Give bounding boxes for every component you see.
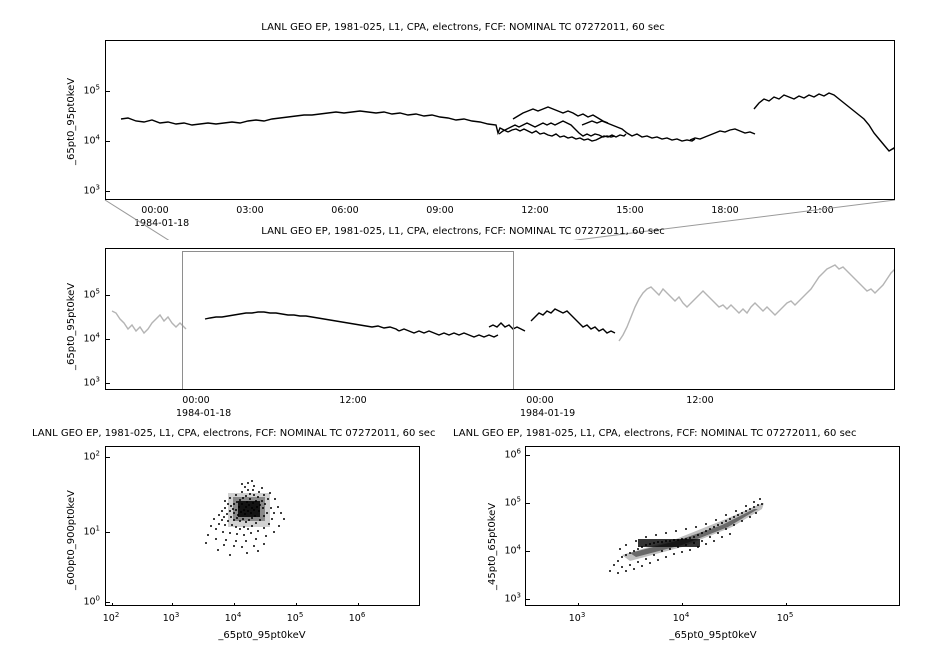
panel-top-title: LANL GEO EP, 1981-025, L1, CPA, electrons, FCF: NOMINAL TC 07272011, 60 sec	[261, 22, 665, 33]
tick-x-1e5	[786, 603, 787, 606]
tick-x-1e5	[296, 603, 297, 606]
panel-br-xtick-1e3: $10^3$	[568, 611, 586, 625]
tick-y-1e6	[526, 455, 530, 456]
panel-br-ytick-1e3: $10^3$	[504, 591, 521, 605]
panel-bl-ytick-1e2: $10^2$	[83, 449, 100, 463]
context-line-after	[619, 265, 895, 341]
tick-y-1e4	[106, 141, 110, 142]
panel-middle-date-note-1: 1984-01-19	[520, 408, 576, 419]
tick-x-1e4	[234, 603, 235, 606]
tick-y-1e3	[526, 599, 530, 600]
scatter-cluster	[609, 498, 764, 574]
tick-y-1e4	[526, 551, 530, 552]
series-line-seg3	[513, 107, 608, 123]
tick-y-1e5	[106, 295, 110, 296]
panel-bottom-right-ylabel: _45pt0_65pt0keV	[487, 502, 498, 590]
panel-top-series-group	[106, 41, 895, 200]
panel-top-xtick-3: 09:00	[426, 205, 454, 216]
tick-y-1e2	[106, 457, 110, 458]
panel-bl-xtick-1e3: $10^3$	[162, 611, 180, 625]
panel-bottom-right-xlabel: _65pt0_95pt0keV	[669, 630, 757, 641]
series-line-seg1	[121, 111, 508, 133]
panel-top-ytick-1e5: $10^5$	[83, 83, 100, 97]
tick-x-1e6	[358, 603, 359, 606]
series-line-seg1b	[508, 129, 626, 141]
panel-top-axes[interactable]	[105, 40, 895, 200]
scatter-cluster	[205, 480, 285, 556]
panel-bl-ytick-1e0: $10^0$	[83, 594, 100, 608]
panel-top-xtick-0: 00:00	[141, 205, 169, 216]
panel-middle-date-note-0: 1984-01-18	[176, 408, 232, 419]
tick-x-1e4	[682, 603, 683, 606]
panel-top-xtick-6: 18:00	[711, 205, 739, 216]
panel-middle-ylabel: _65pt0_95pt0keV	[66, 282, 77, 370]
tick-y-1e0	[106, 602, 110, 603]
panel-bottom-right-axes[interactable]	[525, 446, 900, 606]
tick-x-1e3	[578, 603, 579, 606]
panel-top-ylabel: _65pt0_95pt0keV	[66, 77, 77, 165]
panel-middle-xtick-3: 12:00	[686, 395, 714, 406]
panel-top-timeseries	[0, 0, 926, 230]
panel-bottom-left-scatter	[0, 420, 463, 647]
panel-bl-xtick-1e2: $10^2$	[102, 611, 120, 625]
panel-top-xtick-7: 21:00	[806, 205, 834, 216]
panel-middle-timeseries	[0, 220, 926, 435]
series-line-seg5	[690, 129, 755, 140]
panel-bl-xtick-1e5: $10^5$	[286, 611, 304, 625]
panel-bl-ytick-1e1: $10^1$	[83, 524, 100, 538]
panel-top-ytick-1e3: $10^3$	[83, 183, 100, 197]
panel-middle-title: LANL GEO EP, 1981-025, L1, CPA, electrons, FCF: NOMINAL TC 07272011, 60 sec	[261, 226, 665, 237]
panel-top-xtick-1: 03:00	[236, 205, 264, 216]
tick-y-1e1	[106, 532, 110, 533]
panel-bottom-left-xlabel: _65pt0_95pt0keV	[218, 630, 306, 641]
context-line-before	[112, 311, 186, 333]
panel-middle-xtick-1: 12:00	[339, 395, 367, 406]
tick-y-1e3	[106, 191, 110, 192]
panel-middle-xtick-0: 00:00	[182, 395, 210, 406]
panel-br-xtick-1e5: $10^5$	[776, 611, 794, 625]
tick-x-1e2	[112, 603, 113, 606]
scatter-right-points	[526, 447, 900, 606]
panel-middle-ytick-1e4: $10^4$	[83, 331, 100, 345]
panel-br-ytick-1e5: $10^5$	[504, 495, 521, 509]
panel-middle-ytick-1e5: $10^5$	[83, 287, 100, 301]
zoom-selection-box[interactable]	[182, 251, 514, 390]
panel-middle-ytick-1e3: $10^3$	[83, 375, 100, 389]
panel-top-ytick-1e4: $10^4$	[83, 133, 100, 147]
panel-br-ytick-1e6: $10^6$	[504, 447, 521, 461]
panel-bottom-left-title: LANL GEO EP, 1981-025, L1, CPA, electrons, FCF: NOMINAL TC 07272011, 60 sec	[32, 428, 436, 439]
panel-bl-xtick-1e6: $10^6$	[348, 611, 366, 625]
panel-middle-axes[interactable]	[105, 248, 895, 390]
tick-x-1e3	[172, 603, 173, 606]
tick-y-1e4	[106, 339, 110, 340]
panel-bottom-left-ylabel: _600pt0_900pt0keV	[66, 490, 77, 590]
series-line-seg6	[754, 93, 895, 153]
panel-bottom-right-scatter	[453, 420, 926, 647]
panel-top-xtick-2: 06:00	[331, 205, 359, 216]
panel-br-xtick-1e4: $10^4$	[672, 611, 690, 625]
panel-bottom-right-title: LANL GEO EP, 1981-025, L1, CPA, electrons, FCF: NOMINAL TC 07272011, 60 sec	[453, 428, 857, 439]
panel-top-xtick-4: 12:00	[521, 205, 549, 216]
panel-middle-xtick-2: 00:00	[526, 395, 554, 406]
panel-top-xtick-5: 15:00	[616, 205, 644, 216]
panel-bottom-left-axes[interactable]	[105, 446, 420, 606]
tick-y-1e5	[526, 503, 530, 504]
scatter-left-points	[106, 447, 420, 606]
panel-top-date-note: 1984-01-18	[134, 218, 190, 229]
tick-y-1e3	[106, 383, 110, 384]
tick-y-1e5	[106, 91, 110, 92]
selection-line-c	[531, 309, 615, 333]
panel-bl-xtick-1e4: $10^4$	[224, 611, 242, 625]
panel-br-ytick-1e4: $10^4$	[504, 543, 521, 557]
